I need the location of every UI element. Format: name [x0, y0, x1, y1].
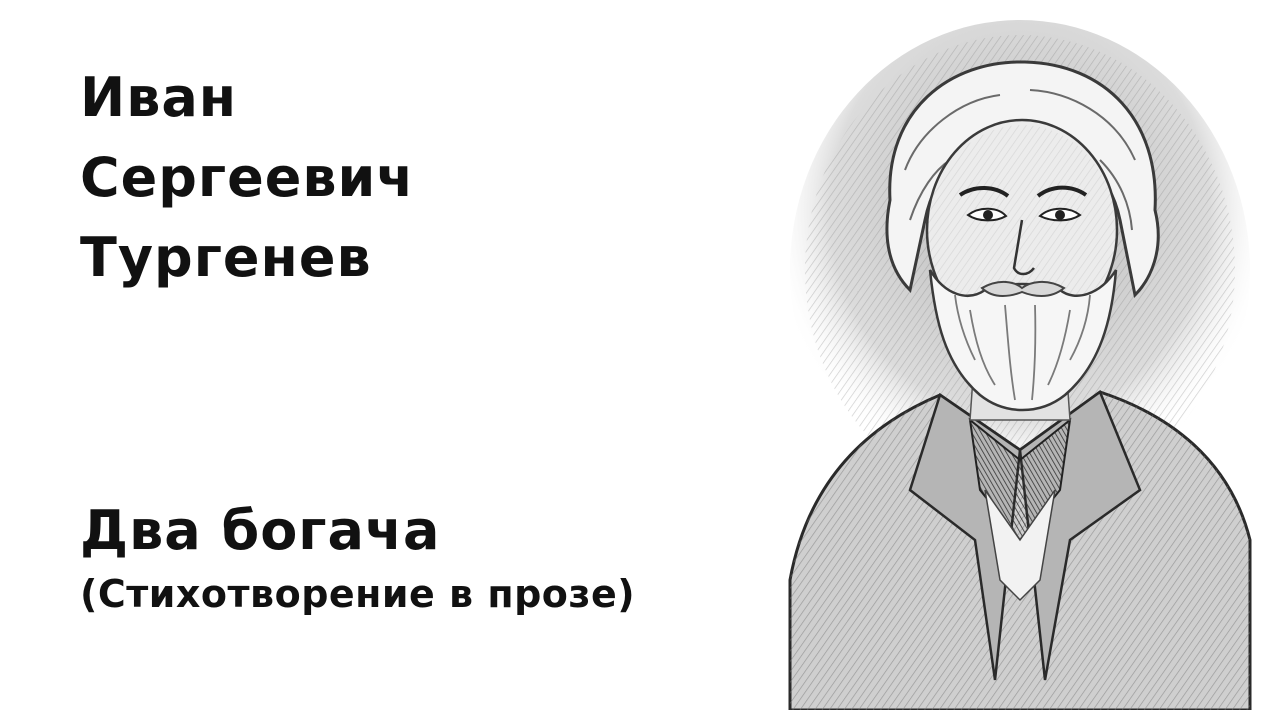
work-title: Два богача: [80, 499, 441, 562]
author-last-name: Тургенев: [80, 226, 372, 289]
author-portrait-icon: [770, 20, 1260, 710]
work-subtitle: (Стихотворение в прозе): [80, 572, 636, 616]
author-name: [80, 58, 414, 298]
author-first-name: Иван: [80, 66, 238, 129]
author-patronymic: Сергеевич: [80, 146, 415, 209]
